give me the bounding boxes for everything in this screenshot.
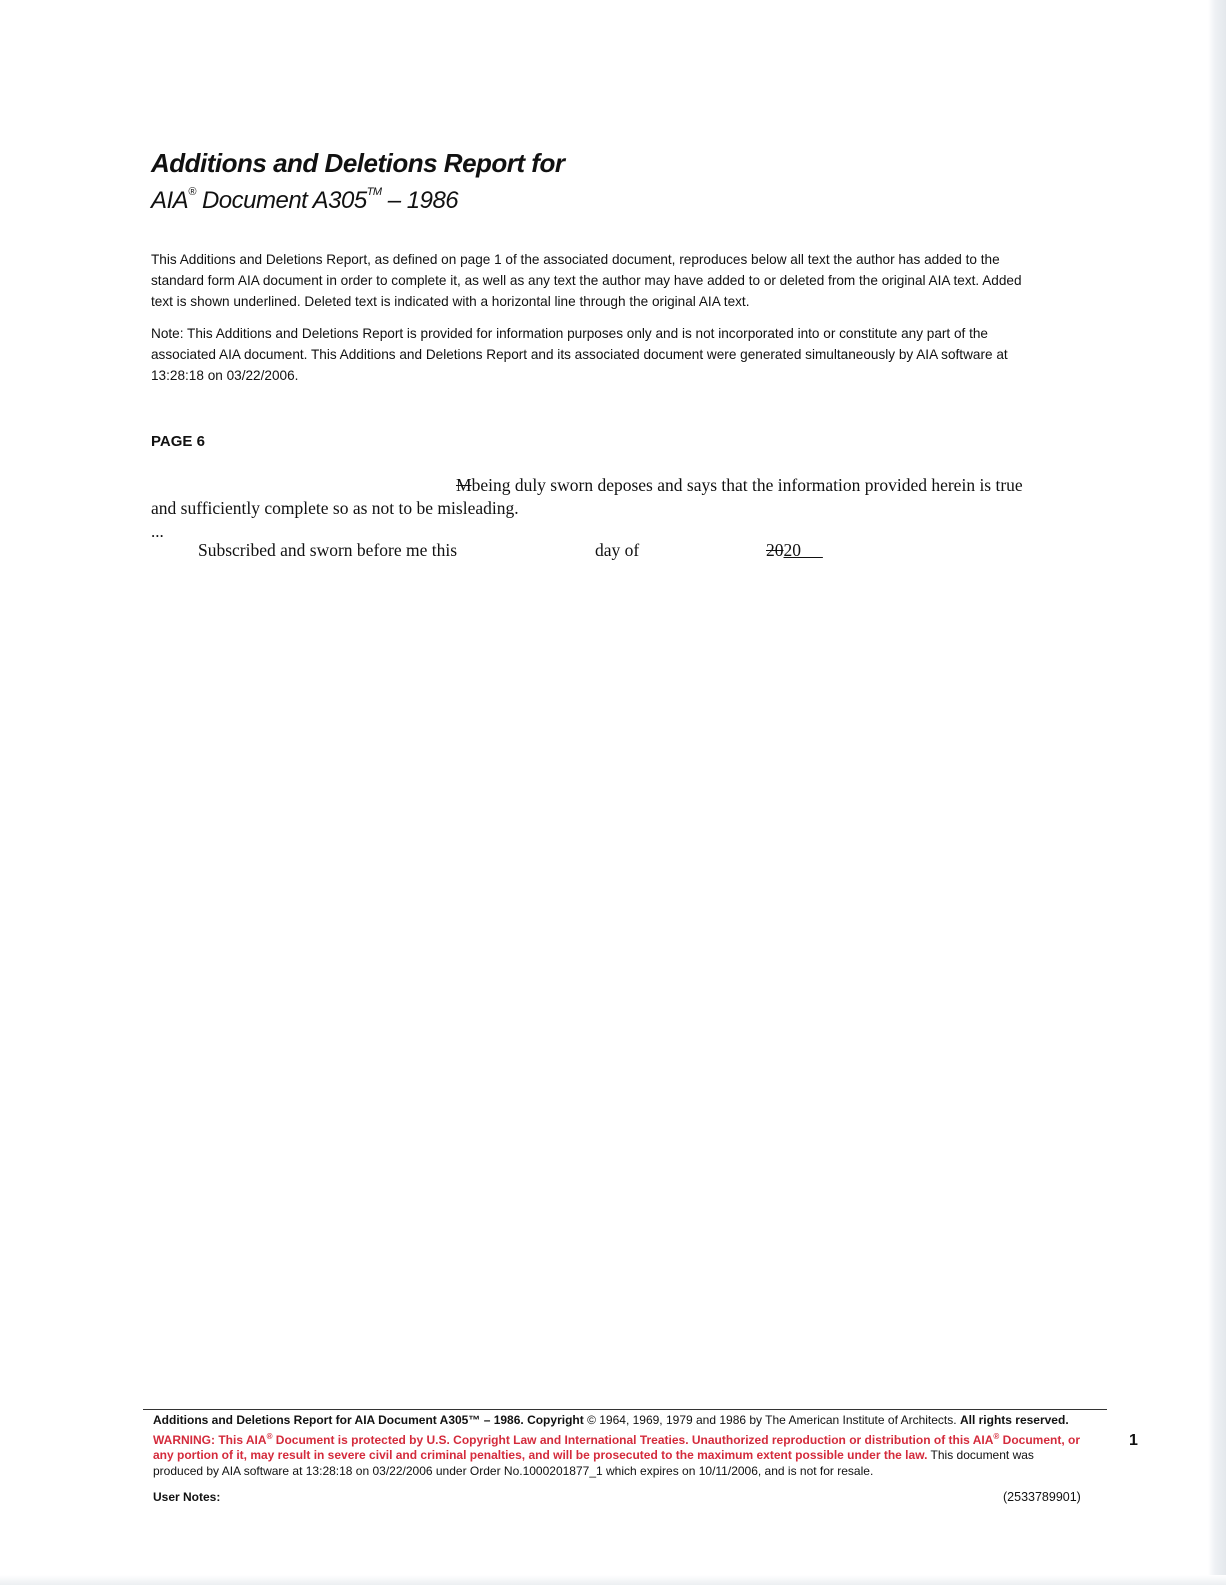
footer-production-note: This document was produced by AIA software at 13:28:18 on 03/22/2006 under Order No.1000201877_1 which expires on 10/11/2006, and is not for resale. bbox=[153, 1448, 1034, 1478]
subtitle-suffix: – 1986 bbox=[381, 187, 459, 214]
footer-bold-lead: Additions and Deletions Report for AIA Document A305™ – 1986. Copyright bbox=[153, 1413, 584, 1427]
added-year: 20 bbox=[783, 540, 801, 560]
ellipsis: ... bbox=[151, 522, 164, 541]
footer-copyright-text: © 1964, 1969, 1979 and 1986 by The American Institute of Architects. bbox=[583, 1413, 960, 1427]
report-title: Additions and Deletions Report for bbox=[151, 148, 565, 178]
deleted-text: M bbox=[456, 475, 472, 495]
day-of-text: day of bbox=[595, 540, 640, 560]
footer-warning: WARNING: This AIA® Document is protected by U.S. Copyright Law and International Treaties. Unauthorized reproduction or distribution of this AIA® Document, or any portion of it, may result in severe civil and criminal penalties, and will be prosecuted to the maximum extent possible under the law. bbox=[153, 1431, 1080, 1462]
footer-rights: All rights reserved. bbox=[959, 1413, 1069, 1427]
trademark-mark: TM bbox=[366, 186, 382, 198]
footer-divider bbox=[143, 1409, 1107, 1410]
page-bottom-shadow bbox=[0, 1575, 1226, 1585]
subscribed-line bbox=[198, 540, 1058, 564]
user-notes-label: User Notes: bbox=[153, 1490, 221, 1504]
footer-copyright bbox=[153, 1413, 1083, 1479]
page-number: 1 bbox=[1129, 1432, 1138, 1449]
document-subtitle bbox=[151, 187, 458, 215]
note-paragraph: Note: This Additions and Deletions Report is provided for information purposes only and is not incorporated into or constitute any part of the associated AIA document. This Additions and Deletions Report and its associated document were generated simultaneously by AIA software at 13:28:18 on 03/22/2006. bbox=[151, 326, 1008, 383]
affidavit-statement bbox=[151, 474, 1046, 520]
subtitle-document: Document A305 bbox=[195, 187, 367, 214]
subscribed-text: Subscribed and sworn before me this bbox=[198, 540, 458, 560]
affidavit-text: being duly sworn deposes and says that the information provided herein is true and sufficiently complete so as not to be misleading. bbox=[151, 475, 1023, 518]
page-section-label: PAGE 6 bbox=[151, 433, 205, 450]
intro-paragraph: This Additions and Deletions Report, as defined on page 1 of the associated document, reproduces below all text the author has added to the standard form AIA document in order to complete it, as well as any text the author may have added to or deleted from the original AIA text. Added text is shown underlined. Deleted text is indicated with a horizontal line through the original AIA text. bbox=[151, 252, 1022, 309]
registered-mark: ® bbox=[188, 186, 196, 198]
subtitle-prefix: AIA bbox=[151, 187, 189, 214]
order-code: (2533789901) bbox=[1003, 1490, 1081, 1504]
deleted-year: 20 bbox=[766, 540, 784, 560]
page-edge-shadow bbox=[1208, 0, 1226, 1585]
year-field bbox=[766, 540, 823, 561]
